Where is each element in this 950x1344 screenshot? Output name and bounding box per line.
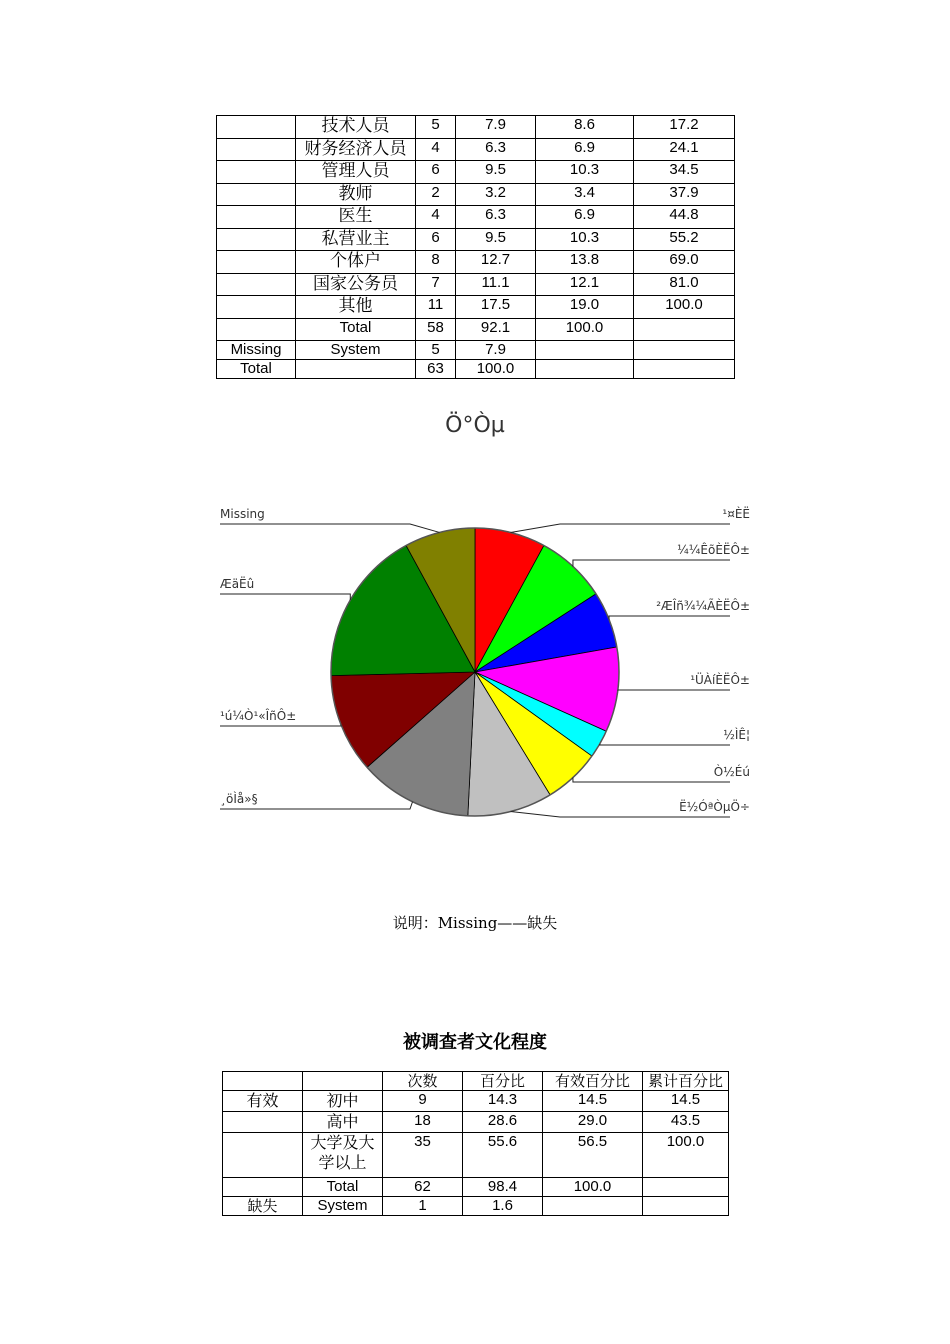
table-cell: 12.1: [536, 273, 634, 296]
leader-line: [220, 594, 350, 600]
table-row: [223, 1072, 729, 1091]
table-cell: 高中: [303, 1112, 383, 1133]
chart-title: Ö°Òµ: [445, 413, 505, 438]
table-cell: 有效: [223, 1091, 303, 1112]
table-cell: 56.5: [543, 1133, 643, 1178]
pie-label: ÆäËû: [220, 577, 255, 591]
table-cell: 6.9: [536, 138, 634, 161]
table-cell: 个体户: [296, 251, 416, 274]
table-cell: 12.7: [456, 251, 536, 274]
table-cell: 69.0: [634, 251, 735, 274]
table-cell: 14.5: [643, 1091, 729, 1112]
table-cell: 92.1: [456, 318, 536, 341]
table-cell: [303, 1072, 383, 1091]
table-cell: 9.5: [456, 161, 536, 184]
table-cell: 累计百分比: [643, 1072, 729, 1091]
leader-line: [511, 524, 730, 532]
table-cell: 28.6: [463, 1112, 543, 1133]
table-cell: [543, 1197, 643, 1216]
table-cell: 100.0: [634, 296, 735, 319]
table-cell: System: [303, 1197, 383, 1216]
table-cell: 9.5: [456, 228, 536, 251]
leader-line: [573, 560, 730, 566]
table-cell: 医生: [296, 206, 416, 229]
table-cell: 技术人员: [296, 116, 416, 139]
pie-label: ²ÆÎñ¾¼ÃÈËÔ±: [656, 599, 750, 613]
table-cell: [643, 1197, 729, 1216]
table-cell: 13.8: [536, 251, 634, 274]
table-cell: 44.8: [634, 206, 735, 229]
table-cell: 11.1: [456, 273, 536, 296]
table-cell: 百分比: [463, 1072, 543, 1091]
table-cell: 次数: [383, 1072, 463, 1091]
table-cell: [223, 1178, 303, 1197]
table-cell: 98.4: [463, 1178, 543, 1197]
table-row: [223, 1091, 729, 1112]
table-cell: 财务经济人员: [296, 138, 416, 161]
table-cell: 6: [416, 228, 456, 251]
table-cell: 24.1: [634, 138, 735, 161]
pie-label: ¹¤ÈË: [722, 507, 750, 521]
table-cell: 8.6: [536, 116, 634, 139]
table-row: [223, 1178, 729, 1197]
table-cell: 43.5: [643, 1112, 729, 1133]
table-cell: 37.9: [634, 183, 735, 206]
table-cell: 11: [416, 296, 456, 319]
table-cell: 私营业主: [296, 228, 416, 251]
table-cell: 7.9: [456, 341, 536, 360]
leader-line: [600, 744, 730, 745]
table-cell: 7.9: [456, 116, 536, 139]
table-row: [223, 1112, 729, 1133]
table-cell: 缺失: [223, 1197, 303, 1216]
table-cell: 100.0: [456, 360, 536, 379]
table-cell: 14.3: [463, 1091, 543, 1112]
pie-label: Ò½Éú: [713, 765, 750, 779]
table-cell: 管理人员: [296, 161, 416, 184]
table-cell: Total: [303, 1178, 383, 1197]
table-cell: 其他: [296, 296, 416, 319]
pie-label: ¼¼ÊõÈËÔ±: [677, 543, 750, 557]
table-cell: 63: [416, 360, 456, 379]
education-table-title: 被调查者文化程度: [403, 1032, 547, 1053]
table-cell: 17.2: [634, 116, 735, 139]
pie-label: ¹ú¼Ò¹«ÎñÔ±: [220, 709, 297, 723]
table-cell: 55.6: [463, 1133, 543, 1178]
table-cell: 3.4: [536, 183, 634, 206]
table-cell: 34.5: [634, 161, 735, 184]
table-cell: 62: [383, 1178, 463, 1197]
table-cell: 1: [383, 1197, 463, 1216]
table-cell: [223, 1112, 303, 1133]
table-cell: Missing: [217, 341, 296, 360]
table-cell: 58: [416, 318, 456, 341]
table-cell: 4: [416, 138, 456, 161]
table-cell: 10.3: [536, 228, 634, 251]
table-cell: 100.0: [543, 1178, 643, 1197]
pie-label: Ë½ÓªÒµÖ÷: [679, 800, 750, 814]
table-cell: 有效百分比: [543, 1072, 643, 1091]
table-cell: 6.9: [536, 206, 634, 229]
table-cell: 100.0: [536, 318, 634, 341]
table-cell: 大学及大学以上: [303, 1133, 383, 1178]
table-cell: 35: [383, 1133, 463, 1178]
table-cell: 100.0: [643, 1133, 729, 1178]
table-cell: 国家公务员: [296, 273, 416, 296]
table-cell: 5: [416, 116, 456, 139]
pie-label: ¹ÜÀíÈËÔ±: [690, 673, 750, 687]
table-cell: 19.0: [536, 296, 634, 319]
table-cell: 18: [383, 1112, 463, 1133]
table-cell: 81.0: [634, 273, 735, 296]
table-cell: 2: [416, 183, 456, 206]
table-cell: Total: [296, 318, 416, 341]
table-cell: 14.5: [543, 1091, 643, 1112]
table-cell: System: [296, 341, 416, 360]
table-cell: 3.2: [456, 183, 536, 206]
pie-label: Missing: [220, 507, 265, 521]
chart-note: 说明：Missing——缺失: [392, 914, 558, 932]
table-cell: 初中: [303, 1091, 383, 1112]
table-cell: 6: [416, 161, 456, 184]
table-cell: 1.6: [463, 1197, 543, 1216]
table-cell: Total: [217, 360, 296, 379]
pie-label: ¸öÌå»§: [220, 792, 258, 806]
leader-line: [220, 524, 439, 532]
education-frequency-table: [222, 1071, 729, 1216]
table-cell: 7: [416, 273, 456, 296]
table-cell: [223, 1072, 303, 1091]
table-cell: [223, 1133, 303, 1178]
table-cell: 教师: [296, 183, 416, 206]
leader-line: [220, 725, 341, 726]
table-row: [223, 1133, 729, 1178]
leader-line: [609, 616, 730, 619]
table-row: [223, 1197, 729, 1216]
leader-line: [573, 778, 730, 782]
table-cell: 4: [416, 206, 456, 229]
pie-label: ½ÌÊ¦: [723, 728, 750, 742]
table-cell: 9: [383, 1091, 463, 1112]
table-cell: 10.3: [536, 161, 634, 184]
table-cell: 8: [416, 251, 456, 274]
table-cell: 17.5: [456, 296, 536, 319]
table-cell: 29.0: [543, 1112, 643, 1133]
table-cell: 55.2: [634, 228, 735, 251]
table-cell: 5: [416, 341, 456, 360]
table-cell: 6.3: [456, 138, 536, 161]
table-cell: 6.3: [456, 206, 536, 229]
table-cell: [643, 1178, 729, 1197]
